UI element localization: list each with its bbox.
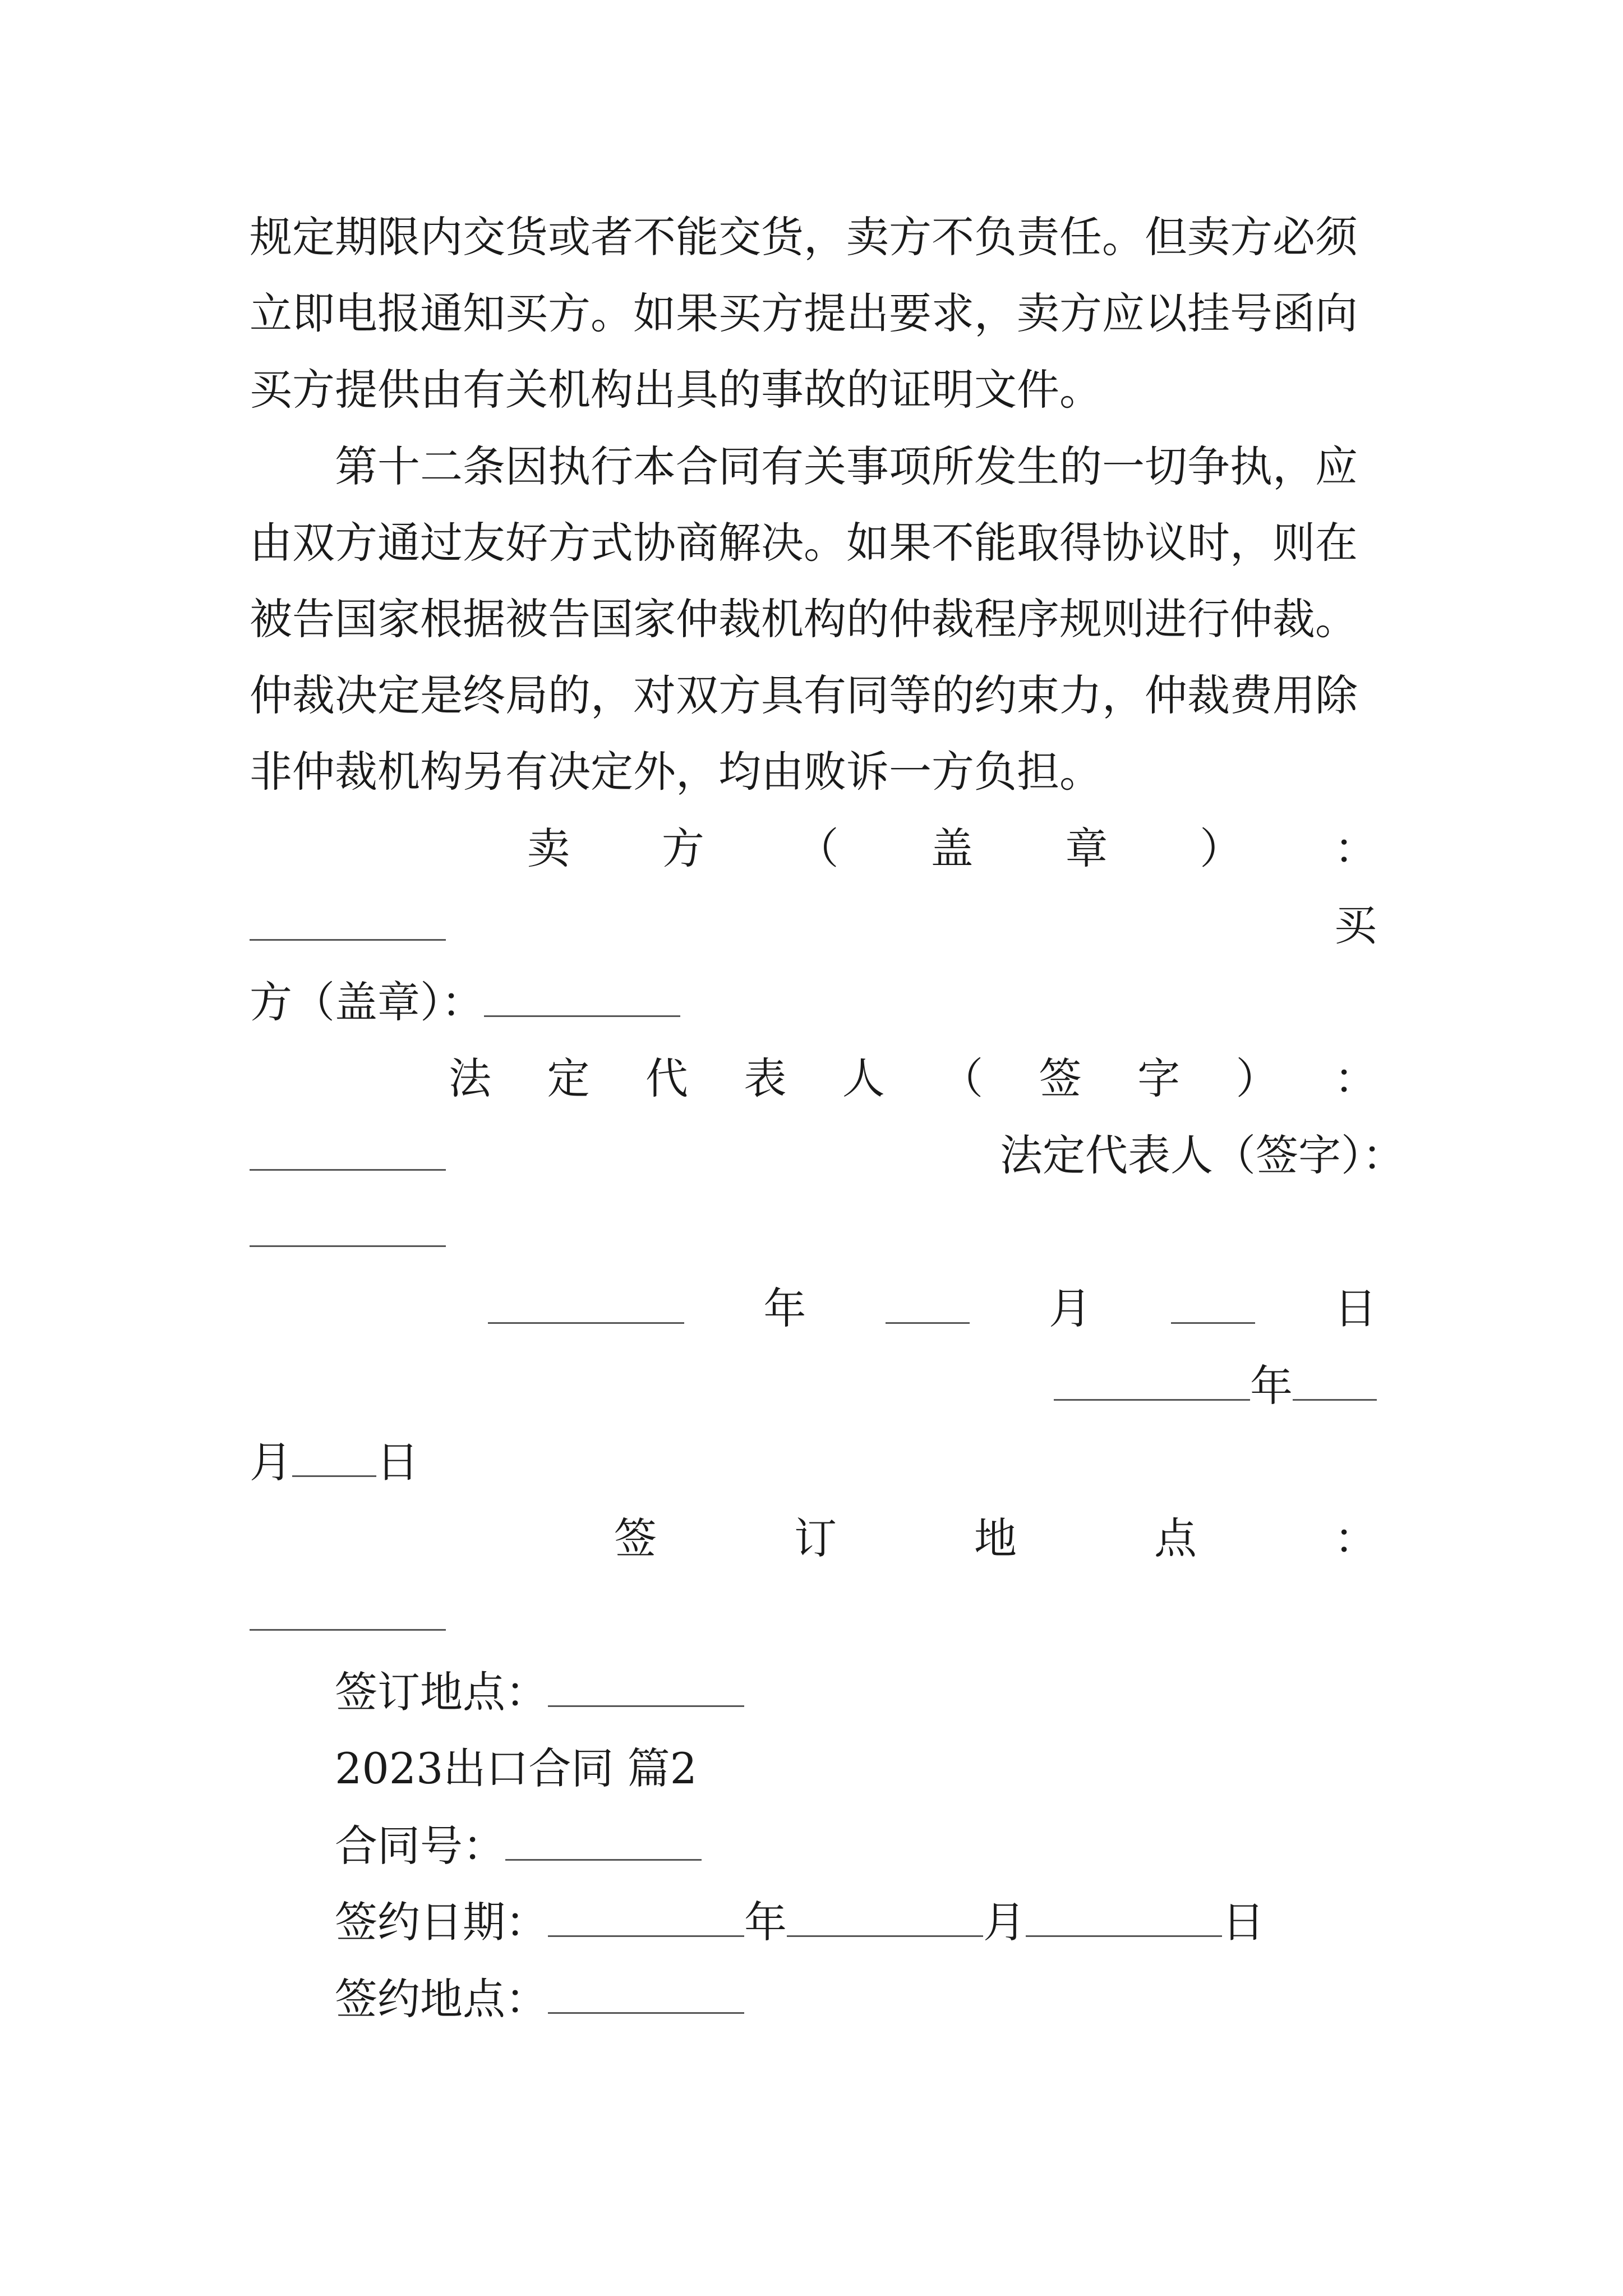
seller-seal-char: 章 [1065,823,1108,873]
seller-blank-line [250,887,1377,964]
buyer-place-line [335,1654,1462,1730]
place-label: 签订地点： [335,1667,548,1717]
buyer-legal-rep-line [250,1117,1405,1194]
place-char: 签 [614,1513,657,1563]
legal-rep-char: ： [1334,1053,1377,1103]
legal-rep-char: ） [1235,1053,1279,1103]
sign-month-blank[interactable] [787,1884,983,1937]
legal-rep-char: 代 [645,1053,688,1103]
sign-place-blank[interactable] [548,1961,744,2014]
buyer-seal-char: 买 [1334,900,1377,950]
buyer-legal-rep-blank[interactable] [250,1194,446,1247]
seller-month-blank[interactable] [886,1271,970,1324]
paragraph: 第十二条因执行本合同有关事项所发生的一切争执，应由双方通过友好方式协商解决。如果不能取得协议时，则在被告国家根据被告国家仲裁机构的仲裁程序规则进行仲裁。仲裁决定是终局的，对双方具有同等的约束力，仲裁费用除非仲裁机构另有决定外，均由败诉一方负担。 [250,441,1358,797]
place-char: ： [1334,1513,1377,1563]
seller-year-blank[interactable] [488,1271,684,1324]
seller-seal-char: ） [1200,823,1243,873]
seller-place-blank[interactable] [250,1577,446,1631]
year-label: 年 [763,1283,806,1333]
legal-rep-char: 定 [547,1053,590,1103]
month-label: 月 [983,1897,1026,1947]
sign-date-label: 签约日期： [335,1897,548,1947]
seller-seal-line [527,811,1377,887]
buyer-date-line-2 [250,1424,1377,1500]
day-label: 日 [1222,1897,1265,1947]
place-char: 地 [974,1513,1017,1563]
legal-rep-char: 字 [1137,1053,1181,1103]
buyer-date-line [250,1347,1377,1424]
sign-place-label: 签约地点： [335,1974,548,2024]
month-label: 月 [250,1437,292,1487]
section-title-text: 2023出口合同 篇2 [335,1743,697,1793]
clause-11-continuation [250,199,1377,428]
legal-rep-char: 人 [842,1053,885,1103]
paragraph: 规定期限内交货或者不能交货，卖方不负责任。但卖方必须立即电报通知买方。如果买方提出要求，卖方应以挂号函向买方提供由有关机构出具的事故的证明文件。 [250,212,1358,415]
sign-date-line [335,1884,1462,1960]
place-char: 订 [794,1513,837,1563]
buyer-seal-label: 方（盖章）： [250,977,484,1027]
clause-12 [250,429,1377,810]
seller-seal-blank[interactable] [250,887,446,941]
seller-place-line [614,1501,1377,1577]
sign-year-blank[interactable] [548,1884,744,1937]
legal-rep-char: 表 [744,1053,787,1103]
seller-date-line [488,1271,1377,1347]
legal-rep-char: 签 [1039,1053,1082,1103]
seller-seal-char: （ [796,823,839,873]
buyer-day-blank[interactable] [292,1424,376,1477]
sign-day-blank[interactable] [1026,1884,1222,1937]
buyer-seal-blank[interactable] [484,964,680,1017]
seller-seal-char: ： [1334,823,1377,873]
buyer-place-blank[interactable] [548,1654,744,1707]
contract-no-label: 合同号： [335,1821,505,1871]
contract-no-line [335,1807,1462,1884]
section-title [335,1731,1462,1807]
seller-seal-char: 盖 [930,823,974,873]
buyer-legal-rep-blank-line [250,1194,1377,1270]
seller-seal-char: 卖 [527,823,570,873]
legal-rep-char: （ [940,1053,984,1103]
year-label: 年 [744,1897,787,1947]
seller-legal-rep-blank[interactable] [250,1117,446,1171]
year-label: 年 [1250,1361,1293,1411]
seller-place-blank-line [250,1577,1377,1654]
place-char: 点 [1154,1513,1197,1563]
buyer-legal-rep-label: 法定代表人（签字）： [1000,1130,1405,1180]
seller-legal-rep-line [449,1041,1377,1117]
seller-day-blank[interactable] [1171,1271,1255,1324]
buyer-year-blank[interactable] [1054,1347,1250,1401]
buyer-seal-line [250,964,1377,1040]
day-label: 日 [376,1437,419,1487]
day-label: 日 [1334,1283,1377,1333]
seller-seal-char: 方 [661,823,704,873]
sign-place-line [335,1961,1462,2037]
contract-no-blank[interactable] [505,1807,702,1861]
month-label: 月 [1049,1283,1092,1333]
buyer-month-blank[interactable] [1293,1347,1377,1401]
legal-rep-char: 法 [449,1053,491,1103]
